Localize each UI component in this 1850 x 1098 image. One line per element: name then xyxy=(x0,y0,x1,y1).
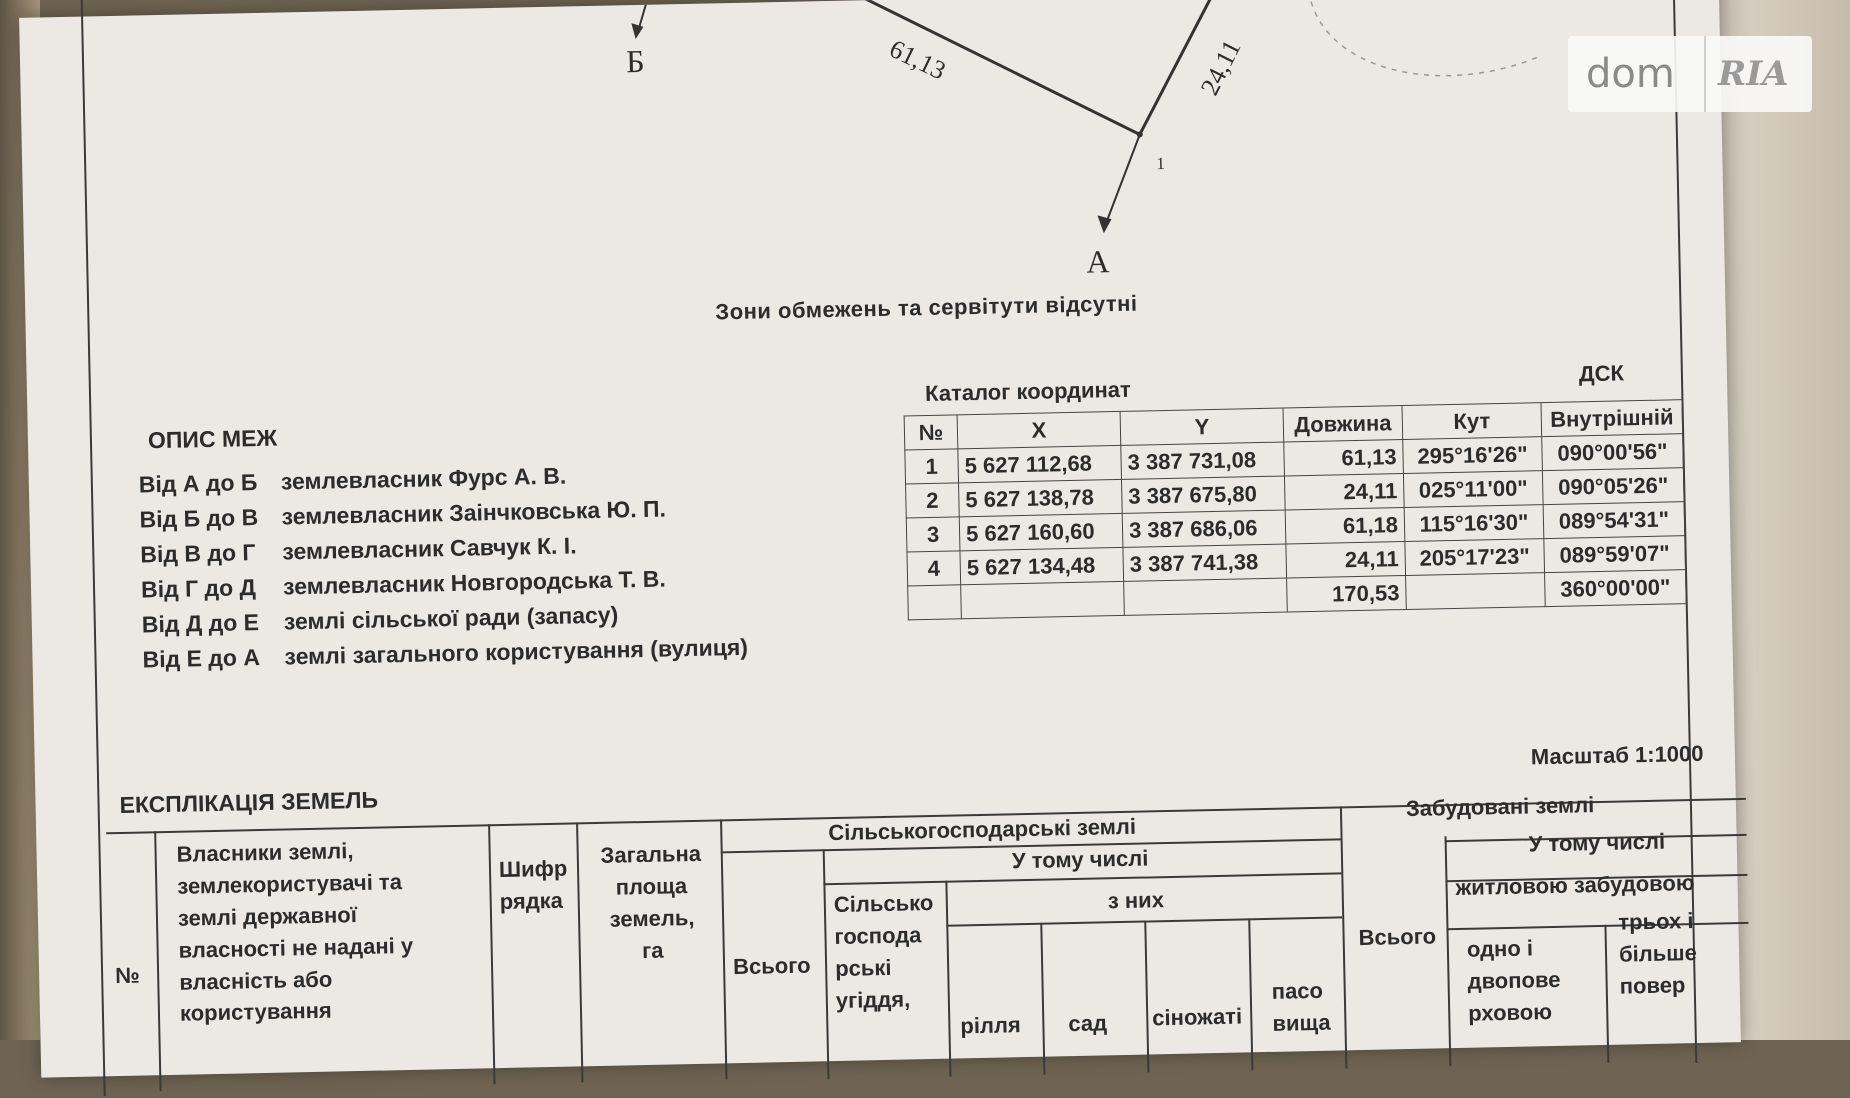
owners-line: землекористувачі та xyxy=(177,868,403,899)
cell-length: 24,11 xyxy=(1286,542,1406,578)
total-area-line: га xyxy=(641,937,664,963)
cell-x: 5 627 138,78 xyxy=(959,479,1123,516)
vertex-number: 1 xyxy=(1156,153,1166,174)
total-area-line: Загальна xyxy=(600,840,702,868)
low-rise-line: одно і xyxy=(1466,935,1534,962)
total-area-line: земель, xyxy=(609,904,695,932)
watermark-ria: RIA xyxy=(1718,54,1789,94)
cell-y: 3 387 686,06 xyxy=(1122,510,1286,547)
built-incl-header: У тому числі xyxy=(1528,828,1666,857)
col-header-no: № xyxy=(904,415,958,450)
cell-length: 24,11 xyxy=(1284,474,1404,510)
agri-holdings-line: рські xyxy=(834,954,892,981)
dashed-curve xyxy=(1309,0,1541,79)
high-rise-line: більше xyxy=(1618,939,1698,967)
low-rise-header xyxy=(1467,932,1562,1030)
agri-lands-header: Сільськогосподарські землі xyxy=(828,813,1137,846)
arable-header: рілля xyxy=(960,1012,1021,1039)
arrow-a-icon xyxy=(1097,215,1111,233)
pointer-a xyxy=(1102,134,1142,229)
coordinate-system: ДСК xyxy=(1578,360,1625,387)
explication-title: ЕКСПЛІКАЦІЯ ЗЕМЕЛЬ xyxy=(119,786,379,818)
cell-no xyxy=(908,585,962,620)
boundaries-list xyxy=(139,455,749,678)
document-sheet xyxy=(19,0,1741,1078)
boundary-from: Від А до Б xyxy=(138,469,258,498)
boundary-desc: землевласник Новгородська Т. В. xyxy=(282,565,667,600)
agri-incl-header: У тому числі xyxy=(1011,845,1149,874)
cell-internal: 089°59'07" xyxy=(1544,536,1686,573)
boundary-from: Від Д до Е xyxy=(141,609,260,638)
agri-holdings-line: господа xyxy=(834,922,922,949)
pasture-line: пасо xyxy=(1271,977,1324,1004)
cell-no: 2 xyxy=(906,483,960,518)
watermark-dom: dom xyxy=(1586,51,1675,97)
cell-x: 5 627 112,68 xyxy=(958,445,1122,482)
boundaries-title: ОПИС МЕЖ xyxy=(147,424,278,454)
cell-y xyxy=(1124,578,1288,615)
cell-internal: 090°05'26" xyxy=(1542,468,1684,505)
cell-internal-total: 360°00'00" xyxy=(1545,570,1687,607)
point-label-b: Б xyxy=(625,42,645,80)
code-line: рядка xyxy=(499,887,564,914)
boundary-line-ab xyxy=(849,0,1140,141)
boundary-desc: землевласник Фурс А. В. xyxy=(280,462,567,495)
high-rise-line: повер xyxy=(1619,972,1686,999)
cell-y: 3 387 741,38 xyxy=(1123,544,1287,581)
boundary-desc: землевласник Заінчковська Ю. П. xyxy=(281,495,667,530)
cell-angle: 295°16'26" xyxy=(1403,437,1543,474)
cell-angle: 115°16'30" xyxy=(1404,505,1544,542)
cell-x: 5 627 160,60 xyxy=(959,513,1123,550)
boundary-from: Від Б до В xyxy=(139,504,259,533)
owners-line: землі державної xyxy=(177,901,358,931)
cell-no: 3 xyxy=(906,517,960,552)
boundary-from: Від Е до А xyxy=(142,644,261,673)
cell-angle: 025°11'00" xyxy=(1403,471,1543,508)
owners-line: власність або xyxy=(179,966,333,995)
owners-line: користування xyxy=(179,998,333,1027)
restriction-note: Зони обмежень та сервітути відсутні xyxy=(715,290,1138,325)
col-header-x: X xyxy=(957,411,1121,448)
pasture-header xyxy=(1271,975,1330,1040)
cell-internal: 089°54'31" xyxy=(1543,502,1685,539)
watermark-logo xyxy=(1568,36,1812,112)
cell-length-total: 170,53 xyxy=(1287,576,1407,612)
cell-internal: 090°00'56" xyxy=(1542,434,1684,471)
explication-col-code xyxy=(499,853,569,918)
scale-label: Масштаб 1:1000 xyxy=(1530,740,1704,770)
cell-x: 5 627 134,48 xyxy=(960,547,1124,584)
cell-x xyxy=(961,581,1125,618)
boundary-from: Від В до Г xyxy=(140,539,256,568)
low-rise-line: рховою xyxy=(1467,998,1553,1026)
col-header-angle: Кут xyxy=(1402,403,1542,440)
cell-y: 3 387 731,08 xyxy=(1121,442,1285,479)
agri-all-header: Всього xyxy=(732,952,811,980)
cell-length: 61,13 xyxy=(1284,440,1404,476)
col-header-y: Y xyxy=(1120,408,1284,445)
high-rise-line: трьох і xyxy=(1618,908,1694,935)
boundary-from: Від Г до Д xyxy=(140,574,257,603)
explication-col-no: № xyxy=(114,962,140,989)
explication-col-owners xyxy=(176,834,414,1030)
coordinates-table xyxy=(904,399,1687,620)
cell-y: 3 387 675,80 xyxy=(1121,476,1285,513)
agri-holdings-header xyxy=(834,887,936,1017)
cell-no: 4 xyxy=(907,551,961,586)
low-rise-line: двопове xyxy=(1467,966,1561,994)
agri-holdings-line: Сільсько xyxy=(833,889,934,918)
pasture-line: вища xyxy=(1272,1009,1331,1036)
point-label-a: А xyxy=(1086,243,1110,280)
coordinates-title: Каталог координат xyxy=(924,376,1131,407)
boundary-desc: землі загального користування (вулиця) xyxy=(284,633,749,670)
cell-length: 61,18 xyxy=(1285,508,1405,544)
built-all-header: Всього xyxy=(1358,923,1437,951)
col-header-length: Довжина xyxy=(1283,406,1403,442)
length-label-ab: 61,13 xyxy=(884,33,951,86)
explication-col-total-area xyxy=(588,838,715,968)
owners-line: Власники землі, xyxy=(176,838,354,867)
residential-header: житловою забудовою xyxy=(1455,870,1695,901)
of-them-header: з них xyxy=(1107,887,1165,914)
boundary-desc: землевласник Савчук К. І. xyxy=(282,532,577,565)
arrow-b-icon xyxy=(631,23,643,39)
high-rise-header xyxy=(1618,905,1698,1002)
total-area-line: площа xyxy=(615,873,688,900)
code-line: Шифр xyxy=(498,855,568,883)
boundary-desc: землі сільської ради (запасу) xyxy=(283,601,619,635)
length-label-side: 24,11 xyxy=(1194,35,1247,100)
col-header-internal: Внутрішній xyxy=(1541,400,1683,437)
built-lands-header: Забудовані землі xyxy=(1405,792,1595,822)
cell-angle xyxy=(1406,573,1546,610)
agri-holdings-line: угіддя, xyxy=(835,986,911,1013)
owners-line: власності не надані у xyxy=(178,932,414,963)
cell-no: 1 xyxy=(905,449,959,484)
hayfield-header: сіножаті xyxy=(1152,1003,1243,1031)
garden-header: сад xyxy=(1068,1010,1108,1037)
cell-angle: 205°17'23" xyxy=(1405,539,1545,576)
parcel-plan xyxy=(19,0,1725,318)
